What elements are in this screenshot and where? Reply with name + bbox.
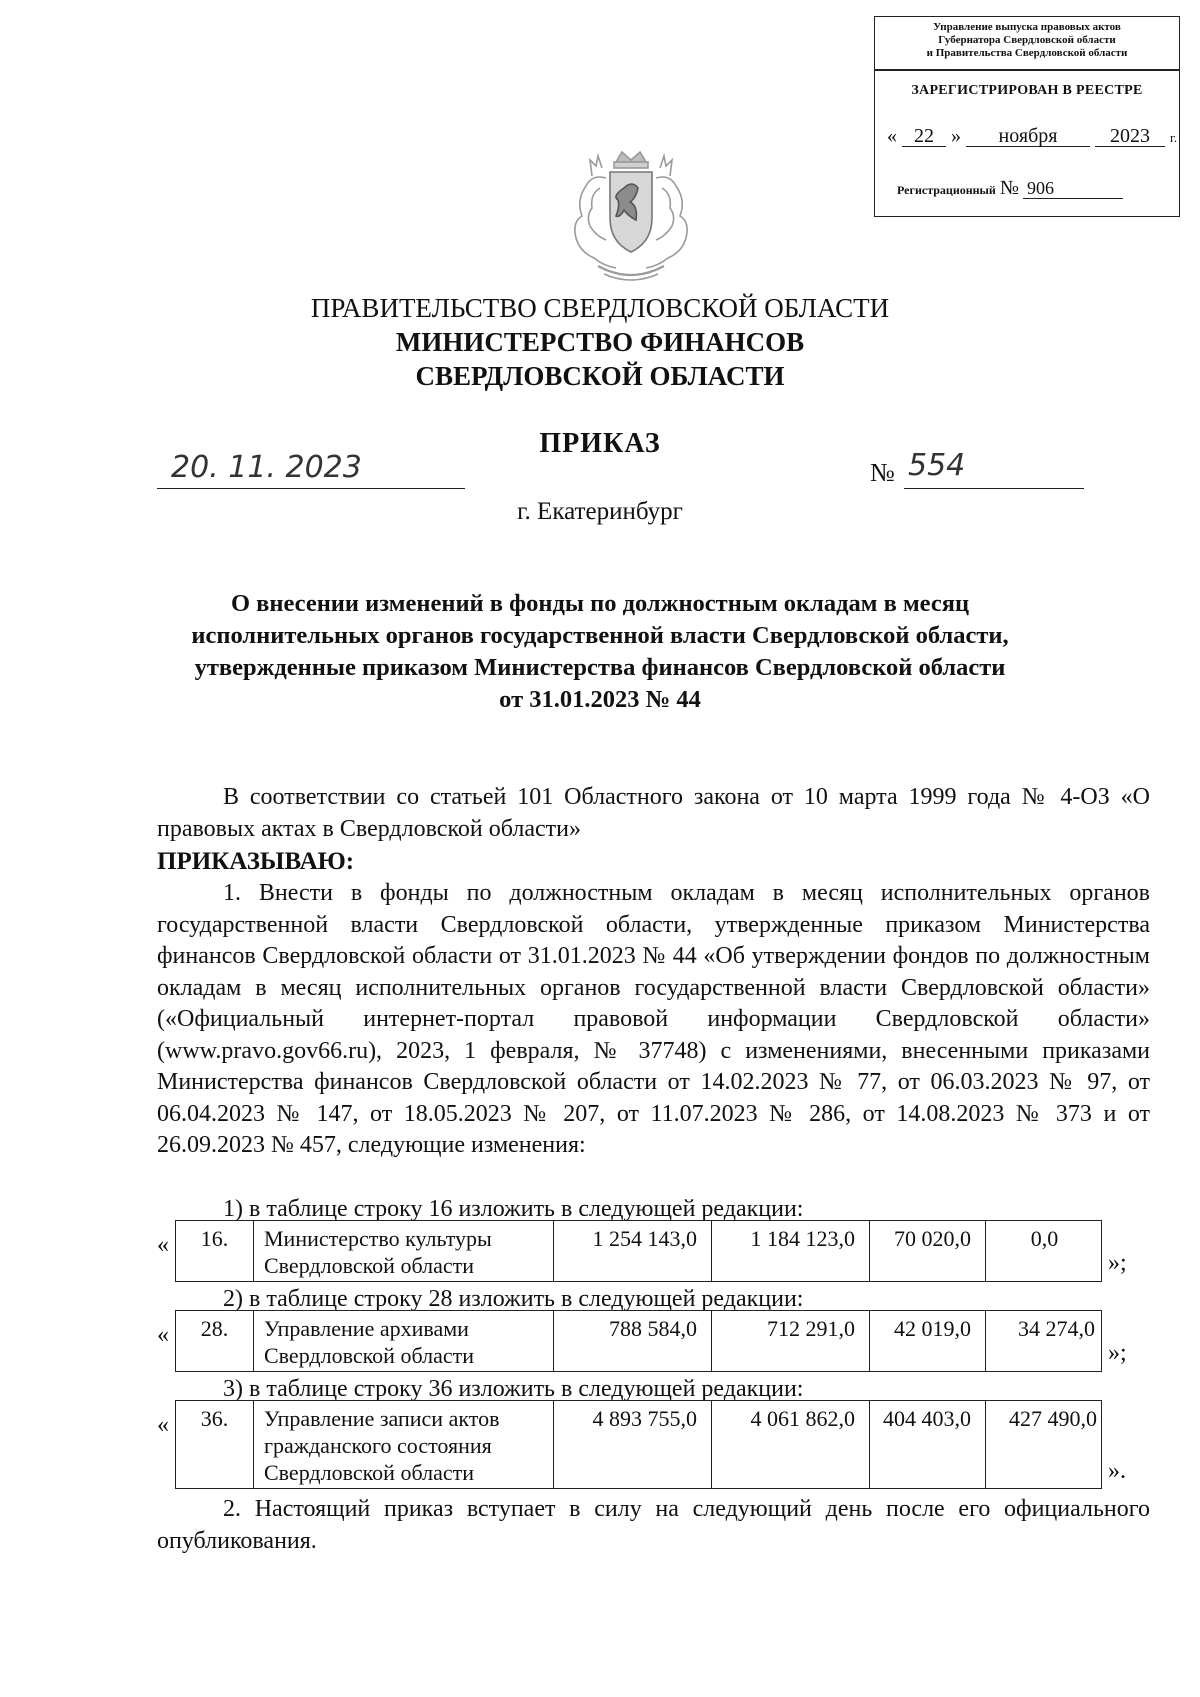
row-name [254,1221,554,1282]
row-28-open-quote: « [157,1322,169,1348]
row-value: 34 274,0 [986,1311,1102,1372]
row-value: 1 254 143,0 [554,1221,712,1282]
stamp-org-line: и Правительства Свердловской области [926,47,1128,59]
row-name-line: гражданского состояния [264,1433,492,1458]
item-1: 1. Внести в фонды по должностным окладам в месяц исполнительных органов государственной власти Свердловской области, утвержденные приказом Министерства финансов Свердловской области от 31.01.2023 № 44 «Об утверждении фондов по должностным окладам в месяц исполнительных органов государственной власти Свердловской области» («Официальный интернет-портал правовой информации Свердловской области» (www.pravo.gov66.ru), 2023, 1 февраля, № 37748) с изменениями, внесенными приказами Министерства финансов Свердловской области от 14.02.2023 № 77, от 06.03.2023 № 97, от 06.04.2023 № 147, от 18.05.2023 № 207, от 11.07.2023 № 286, от 14.08.2023 № 373 и от 26.09.2023 № 457, следующие изменения: [157,880,1150,1158]
ministry-name-line2: СВЕРДЛОВСКОЙ ОБЛАСТИ [415,361,785,391]
document-title [150,588,1050,716]
city: г. Екатеринбург [517,498,683,525]
order-number-label: № [870,458,895,487]
row-name-line: Министерство культуры [264,1226,492,1251]
title-line: О внесении изменений в фонды по должностным окладам в месяц [230,590,970,617]
row-value: 712 291,0 [712,1311,870,1372]
row-16-close-quote: »; [1108,1250,1127,1276]
subitem-3: 3) в таблице строку 36 изложить в следующей редакции: [223,1376,804,1402]
title-line: утвержденные приказом Министерства финансов Свердловской области [194,654,1006,681]
stamp-date [887,125,1177,148]
row-name-line: Управление записи актов [264,1406,500,1431]
document-type: ПРИКАЗ [539,428,661,459]
order-number-handwritten: 554 [908,448,966,483]
row-name-line: Управление архивами [264,1316,469,1341]
stamp-registration [897,177,1123,200]
row-value: 70 020,0 [870,1221,986,1282]
table-row-16 [175,1220,1102,1282]
stamp-quote: « [887,125,897,147]
stamp-org-line: Управление выпуска правовых актов [933,21,1121,33]
stamp-reg-label: Регистрационный [897,183,996,197]
row-value: 4 061 862,0 [712,1401,870,1489]
stamp-month: ноября [966,126,1090,147]
stamp-organization [875,21,1179,60]
government-name: ПРАВИТЕЛЬСТВО СВЕРДЛОВСКОЙ ОБЛАСТИ [310,293,890,323]
coat-of-arms-icon [570,148,692,292]
title-line: от 31.01.2023 № 44 [499,686,701,713]
stamp-year-suffix: г. [1170,130,1178,145]
order-date-field [157,448,465,489]
row-name [254,1401,554,1489]
row-value: 1 184 123,0 [712,1221,870,1282]
row-value: 427 490,0 [986,1401,1102,1489]
stamp-quote: » [951,125,961,147]
row-name [254,1311,554,1372]
row-28-close-quote: »; [1108,1340,1127,1366]
registry-stamp [874,16,1180,217]
row-name-line: Свердловской области [264,1343,474,1368]
row-value: 788 584,0 [554,1311,712,1372]
stamp-divider [875,69,1179,71]
row-number: 36. [176,1401,254,1489]
row-name-line: Свердловской области [264,1253,474,1278]
row-value: 404 403,0 [870,1401,986,1489]
order-number-field [904,450,1084,489]
table-row-28 [175,1310,1102,1372]
subitem-1: 1) в таблице строку 16 изложить в следующей редакции: [223,1196,804,1222]
stamp-reg-number: 906 [1023,178,1123,199]
stamp-year: 2023 [1095,126,1165,147]
stamp-org-line: Губернатора Свердловской области [938,34,1116,46]
row-number: 28. [176,1311,254,1372]
stamp-reg-no-sign: № [999,177,1019,199]
preamble: В соответствии со статьей 101 Областного закона от 10 марта 1999 года № 4-ОЗ «О правовых актах в Свердловской области» [157,784,1150,842]
subitem-2: 2) в таблице строку 28 изложить в следующей редакции: [223,1286,804,1312]
table-row-36 [175,1400,1102,1489]
row-36-close-quote: ». [1108,1458,1126,1484]
stamp-title: ЗАРЕГИСТРИРОВАН В РЕЕСТРЕ [911,83,1143,98]
item-2: 2. Настоящий приказ вступает в силу на следующий день после его официального опубликования. [157,1496,1150,1554]
ministry-name-line1: МИНИСТЕРСТВО ФИНАНСОВ [395,327,805,357]
order-date-handwritten: 20. 11. 2023 [171,450,362,485]
row-36-open-quote: « [157,1412,169,1438]
row-value: 42 019,0 [870,1311,986,1372]
row-name-line: Свердловской области [264,1460,474,1485]
row-16-open-quote: « [157,1232,169,1258]
row-number: 16. [176,1221,254,1282]
title-line: исполнительных органов государственной власти Свердловской области, [191,622,1009,649]
row-value: 4 893 755,0 [554,1401,712,1489]
stamp-day: 22 [902,126,946,147]
order-word: ПРИКАЗЫВАЮ: [157,848,355,875]
row-value: 0,0 [986,1221,1102,1282]
